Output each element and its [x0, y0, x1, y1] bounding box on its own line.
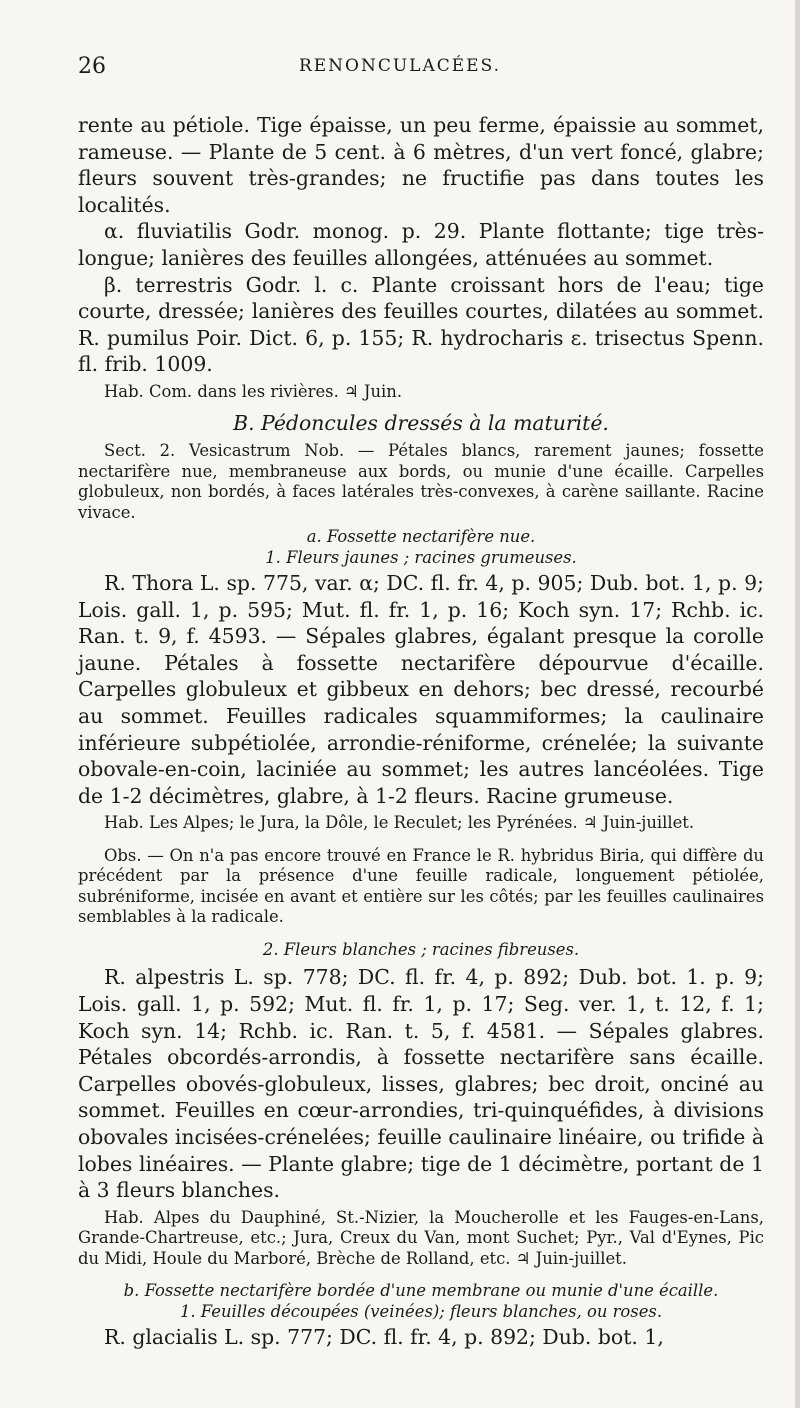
page-header — [0, 54, 800, 86]
running-title: RENONCULACÉES. — [298, 56, 502, 76]
subsection-heading-b: b. Fossette nectarifère bordée d'une membrane ou munie d'une écaille. — [123, 1281, 719, 1301]
habitat-alpestris: Hab. Alpes du Dauphiné, St.-Nizier, la Moucherolle et les Fauges-en-Lans, Grande-Chartreuse, etc.; Jura, Creux du Van, mont Suchet; Pyr., Val d'Eynes, Pic du Midi, Houle du Marboré, Brèche de Rolland, etc. ♃ Juin-juillet. — [78, 1207, 764, 1268]
scan-edge — [795, 0, 800, 1408]
habitat-line: Hab. Com. dans les rivières. ♃ Juin. — [104, 381, 403, 401]
paragraph-intro: rente au pétiole. Tige épaisse, un peu ferme, épaissie au sommet, rameuse. — Plante de 5 cent. à 6 mètres, d'un vert foncé, glabre; fleurs souvent très-grandes; ne fructifie pas dans toutes les localités. — [78, 113, 764, 217]
species-glacialis: R. glacialis L. sp. 777; DC. fl. fr. 4, p. 892; Dub. bot. 1, — [104, 1325, 664, 1350]
species-alpestris: R. alpestris L. sp. 778; DC. fl. fr. 4, p. 892; Dub. bot. 1. p. 9; Lois. gall. 1, p. 592; Mut. fl. fr. 1, p. 17; Seg. ver. 1, t. 12, f. 1; Koch syn. 14; Rchb. ic. Ran. t. 5, f. 4581. — Sépales glabres. Pétales obcordés-arrondis, à fossette nectarifère sans écaille. Carpelles obovés-globuleux, lisses, glabres; bec droit, onciné au sommet. Feuilles en cœur-arrondies, tri-quinquéfides, à divisions obovales incisées-crénelées; feuille caulinaire linéaire, ou trifide à lobes linéaires. — Plante glabre; tige de 1 décimètre, portant de 1 à 3 fleurs blanches. — [78, 965, 764, 1203]
subsection-heading: a. Fossette nectarifère nue. — [306, 527, 536, 547]
group-heading-2: 2. Fleurs blanches ; racines fibreuses. — [262, 939, 580, 959]
variety-fluviatilis: α. fluviatilis Godr. monog. p. 29. Plante flottante; tige très-longue; lanières des feuilles allongées, atténuées au sommet. — [78, 219, 764, 270]
page-number: 26 — [78, 54, 106, 79]
section-description: Sect. 2. Vesicastrum Nob. — Pétales blancs, rarement jaunes; fossette nectarifère nue, membraneuse aux bords, ou munie d'une écaille. Carpelles globuleux, non bordés, à faces latérales très-convexes, à carène saillante. Racine vivace. — [78, 441, 764, 522]
group-heading: 1. Fleurs jaunes ; racines grumeuses. — [265, 547, 577, 567]
habitat-thora: Hab. Les Alpes; le Jura, la Dôle, le Reculet; les Pyrénées. ♃ Juin-juillet. — [104, 813, 695, 833]
section-heading: B. Pédoncules dressés à la maturité. — [233, 411, 609, 436]
page-body — [78, 112, 764, 1351]
observation-note: Obs. — On n'a pas encore trouvé en France le R. hybridus Biria, qui diffère du précédent par la présence d'une feuille radicale, longuement pétiolée, subréniforme, incisée en avant et entière sur les côtés; par les feuilles caulinaires semblables à la radicale. — [78, 845, 764, 927]
group-heading-3: 1. Feuilles découpées (veinées); fleurs blanches, ou roses. — [179, 1301, 663, 1321]
variety-terrestris: β. terrestris Godr. l. c. Plante croissant hors de l'eau; tige courte, dressée; lanières des feuilles courtes, dilatées au sommet. R. pumilus Poir. Dict. 6, p. 155; R. hydrocharis ε. trisectus Spenn. fl. frib. 1009. — [78, 272, 764, 377]
species-thora: R. Thora L. sp. 775, var. α; DC. fl. fr. 4, p. 905; Dub. bot. 1, p. 9; Lois. gall. 1, p. 595; Mut. fl. fr. 1, p. 16; Koch syn. 17; Rchb. ic. Ran. t. 9, f. 4593. — Sépales glabres, égalant presque la corolle jaune. Pétales à fossette nectarifère dépourvue d'écaille. Carpelles globuleux et gibbeux en dehors; bec dressé, recourbé au sommet. Feuilles radicales squammiformes; la caulinaire inférieure subpétiolée, arrondie-réniforme, crénelée; la suivante obovale-en-coin, laciniée au sommet; les autres lancéolées. Tige de 1-2 décimètres, glabre, à 1-2 fleurs. Racine grumeuse. — [78, 571, 764, 808]
